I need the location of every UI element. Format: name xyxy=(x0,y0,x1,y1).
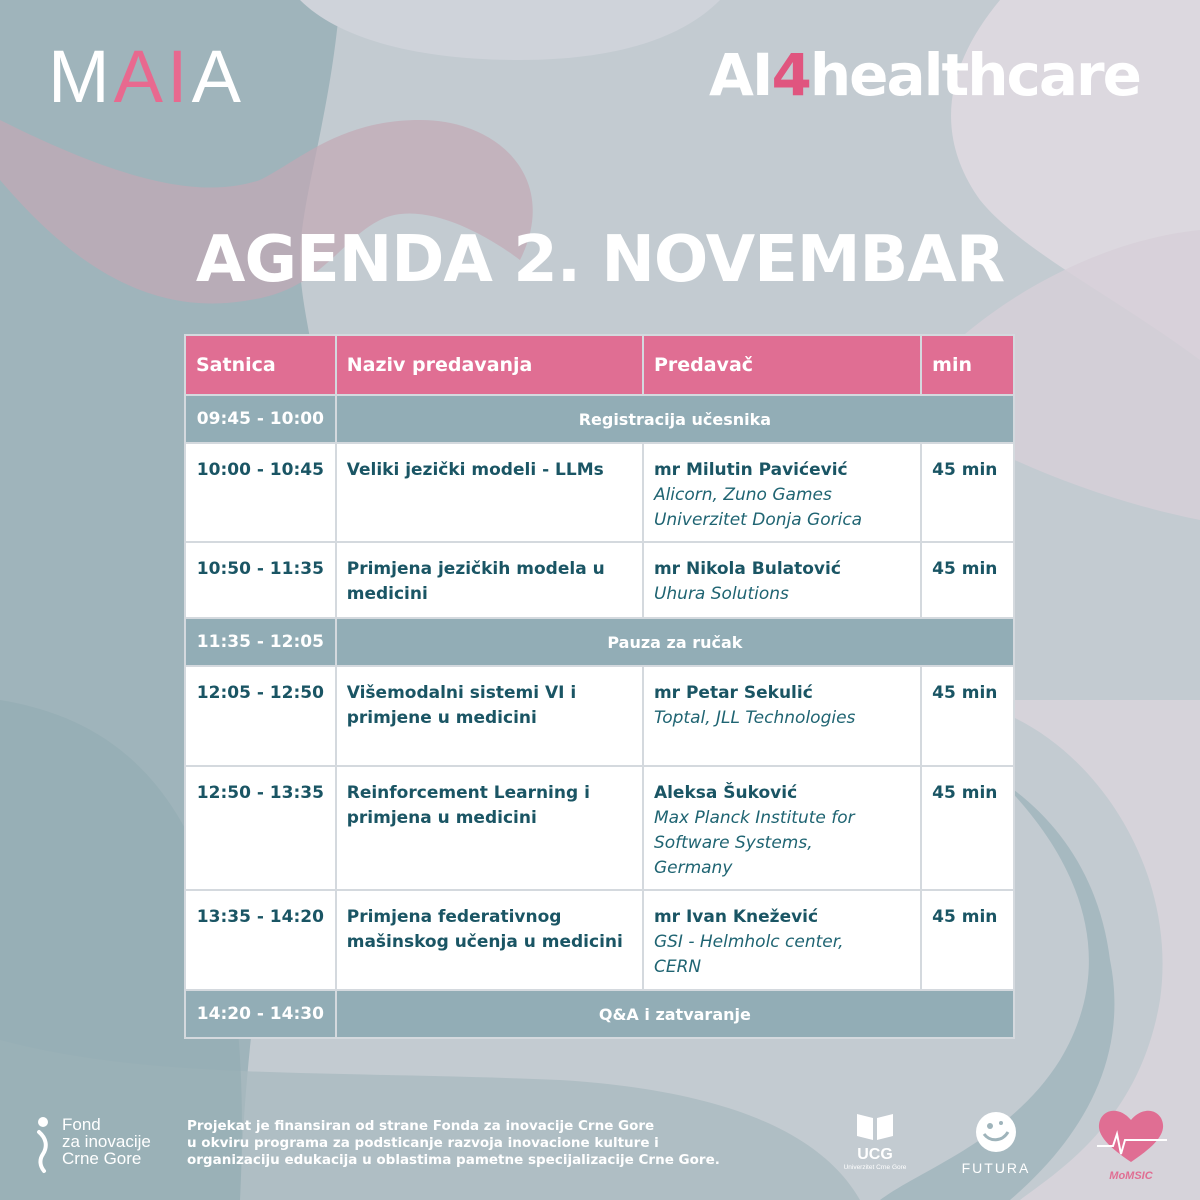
session-title: Primjena jezičkih modela u medicini xyxy=(336,542,643,618)
table-row xyxy=(185,443,1014,542)
speaker-name: mr Petar Sekulić xyxy=(653,683,813,703)
speaker-org: GSI - Helmholc center, xyxy=(653,932,844,952)
speaker-cell xyxy=(643,666,921,766)
header-naziv: Naziv predavanja xyxy=(336,335,643,395)
futura-emblem-icon xyxy=(974,1110,1018,1154)
session-title: Primjena federativnog mašinskog učenja u medicini xyxy=(336,890,643,990)
speaker-name: mr Nikola Bulatović xyxy=(653,559,841,579)
momsic-logo xyxy=(1086,1106,1176,1182)
header-min: min xyxy=(921,335,1014,395)
ucg-label: UCG xyxy=(857,1146,893,1163)
table-row xyxy=(185,618,1014,666)
header-predavac: Predavač xyxy=(643,335,921,395)
agenda-table xyxy=(184,334,1015,1039)
time-cell: 10:00 - 10:45 xyxy=(185,443,336,542)
ucg-logo xyxy=(840,1110,910,1171)
time-cell: 09:45 - 10:00 xyxy=(185,395,336,443)
table-row xyxy=(185,890,1014,990)
time-cell: 12:05 - 12:50 xyxy=(185,666,336,766)
funding-note-line: u okviru programa za podsticanje razvoja inovacione kulture i xyxy=(187,1135,659,1151)
speaker-cell xyxy=(643,443,921,542)
speaker-org: Uhura Solutions xyxy=(653,584,789,604)
speaker-org: Germany xyxy=(653,858,733,878)
time-cell: 12:50 - 13:35 xyxy=(185,766,336,890)
duration-cell: 45 min xyxy=(921,890,1014,990)
break-label: Pauza za ručak xyxy=(336,618,1014,666)
break-label: Q&A i zatvaranje xyxy=(336,990,1014,1038)
speaker-org: Alicorn, Zuno Games xyxy=(653,485,832,505)
speaker-cell xyxy=(643,542,921,618)
speaker-name: mr Milutin Pavićević xyxy=(653,460,848,480)
header-satnica: Satnica xyxy=(185,335,336,395)
maia-logo: MAIA xyxy=(48,35,245,118)
table-row xyxy=(185,766,1014,890)
session-title: Višemodalni sistemi VI i primjene u medicini xyxy=(336,666,643,766)
time-cell: 13:35 - 14:20 xyxy=(185,890,336,990)
ucg-sublabel: Univerzitet Crne Gore xyxy=(843,1164,907,1171)
session-title: Veliki jezički modeli - LLMs xyxy=(336,443,643,542)
speaker-org: Max Planck Institute for xyxy=(653,808,855,828)
funding-note-line: Projekat je finansiran od strane Fonda za inovacije Crne Gore xyxy=(187,1118,655,1134)
duration-cell: 45 min xyxy=(921,542,1014,618)
duration-cell: 45 min xyxy=(921,443,1014,542)
futura-logo xyxy=(958,1110,1034,1176)
speaker-org: Univerzitet Donja Gorica xyxy=(653,510,863,530)
fund-mark-icon xyxy=(36,1116,50,1174)
break-label: Registracija učesnika xyxy=(336,395,1014,443)
duration-cell: 45 min xyxy=(921,666,1014,766)
speaker-cell xyxy=(643,890,921,990)
time-cell: 14:20 - 14:30 xyxy=(185,990,336,1038)
speaker-org: CERN xyxy=(653,957,702,977)
table-row xyxy=(185,542,1014,618)
session-title: Reinforcement Learning i primjena u medicini xyxy=(336,766,643,890)
table-row xyxy=(185,666,1014,766)
funding-note xyxy=(187,1118,747,1169)
fund-logo-text: Fond za inovacije Crne Gore xyxy=(62,1115,151,1168)
page-title: AGENDA 2. NOVEMBAR xyxy=(195,223,1005,297)
speaker-cell xyxy=(643,766,921,890)
speaker-name: Aleksa Šuković xyxy=(653,783,798,803)
speaker-name: mr Ivan Knežević xyxy=(653,907,819,927)
ai4healthcare-logo: AI4healthcare xyxy=(709,41,1140,109)
time-cell: 10:50 - 11:35 xyxy=(185,542,336,618)
table-row xyxy=(185,395,1014,443)
table-header-row xyxy=(185,335,1014,395)
table-row xyxy=(185,990,1014,1038)
time-cell: 11:35 - 12:05 xyxy=(185,618,336,666)
fund-logo xyxy=(36,1116,151,1174)
momsic-label: MoMSIC xyxy=(1109,1170,1153,1182)
futura-label: FUTURA xyxy=(961,1160,1031,1176)
heart-icon xyxy=(1091,1106,1171,1166)
speaker-org: Software Systems, xyxy=(653,833,813,853)
funding-note-line: organizaciju edukacija u oblastima pametne specijalizacije Crne Gore. xyxy=(187,1152,720,1168)
book-icon xyxy=(853,1110,897,1142)
speaker-org: Toptal, JLL Technologies xyxy=(653,708,856,728)
duration-cell: 45 min xyxy=(921,766,1014,890)
